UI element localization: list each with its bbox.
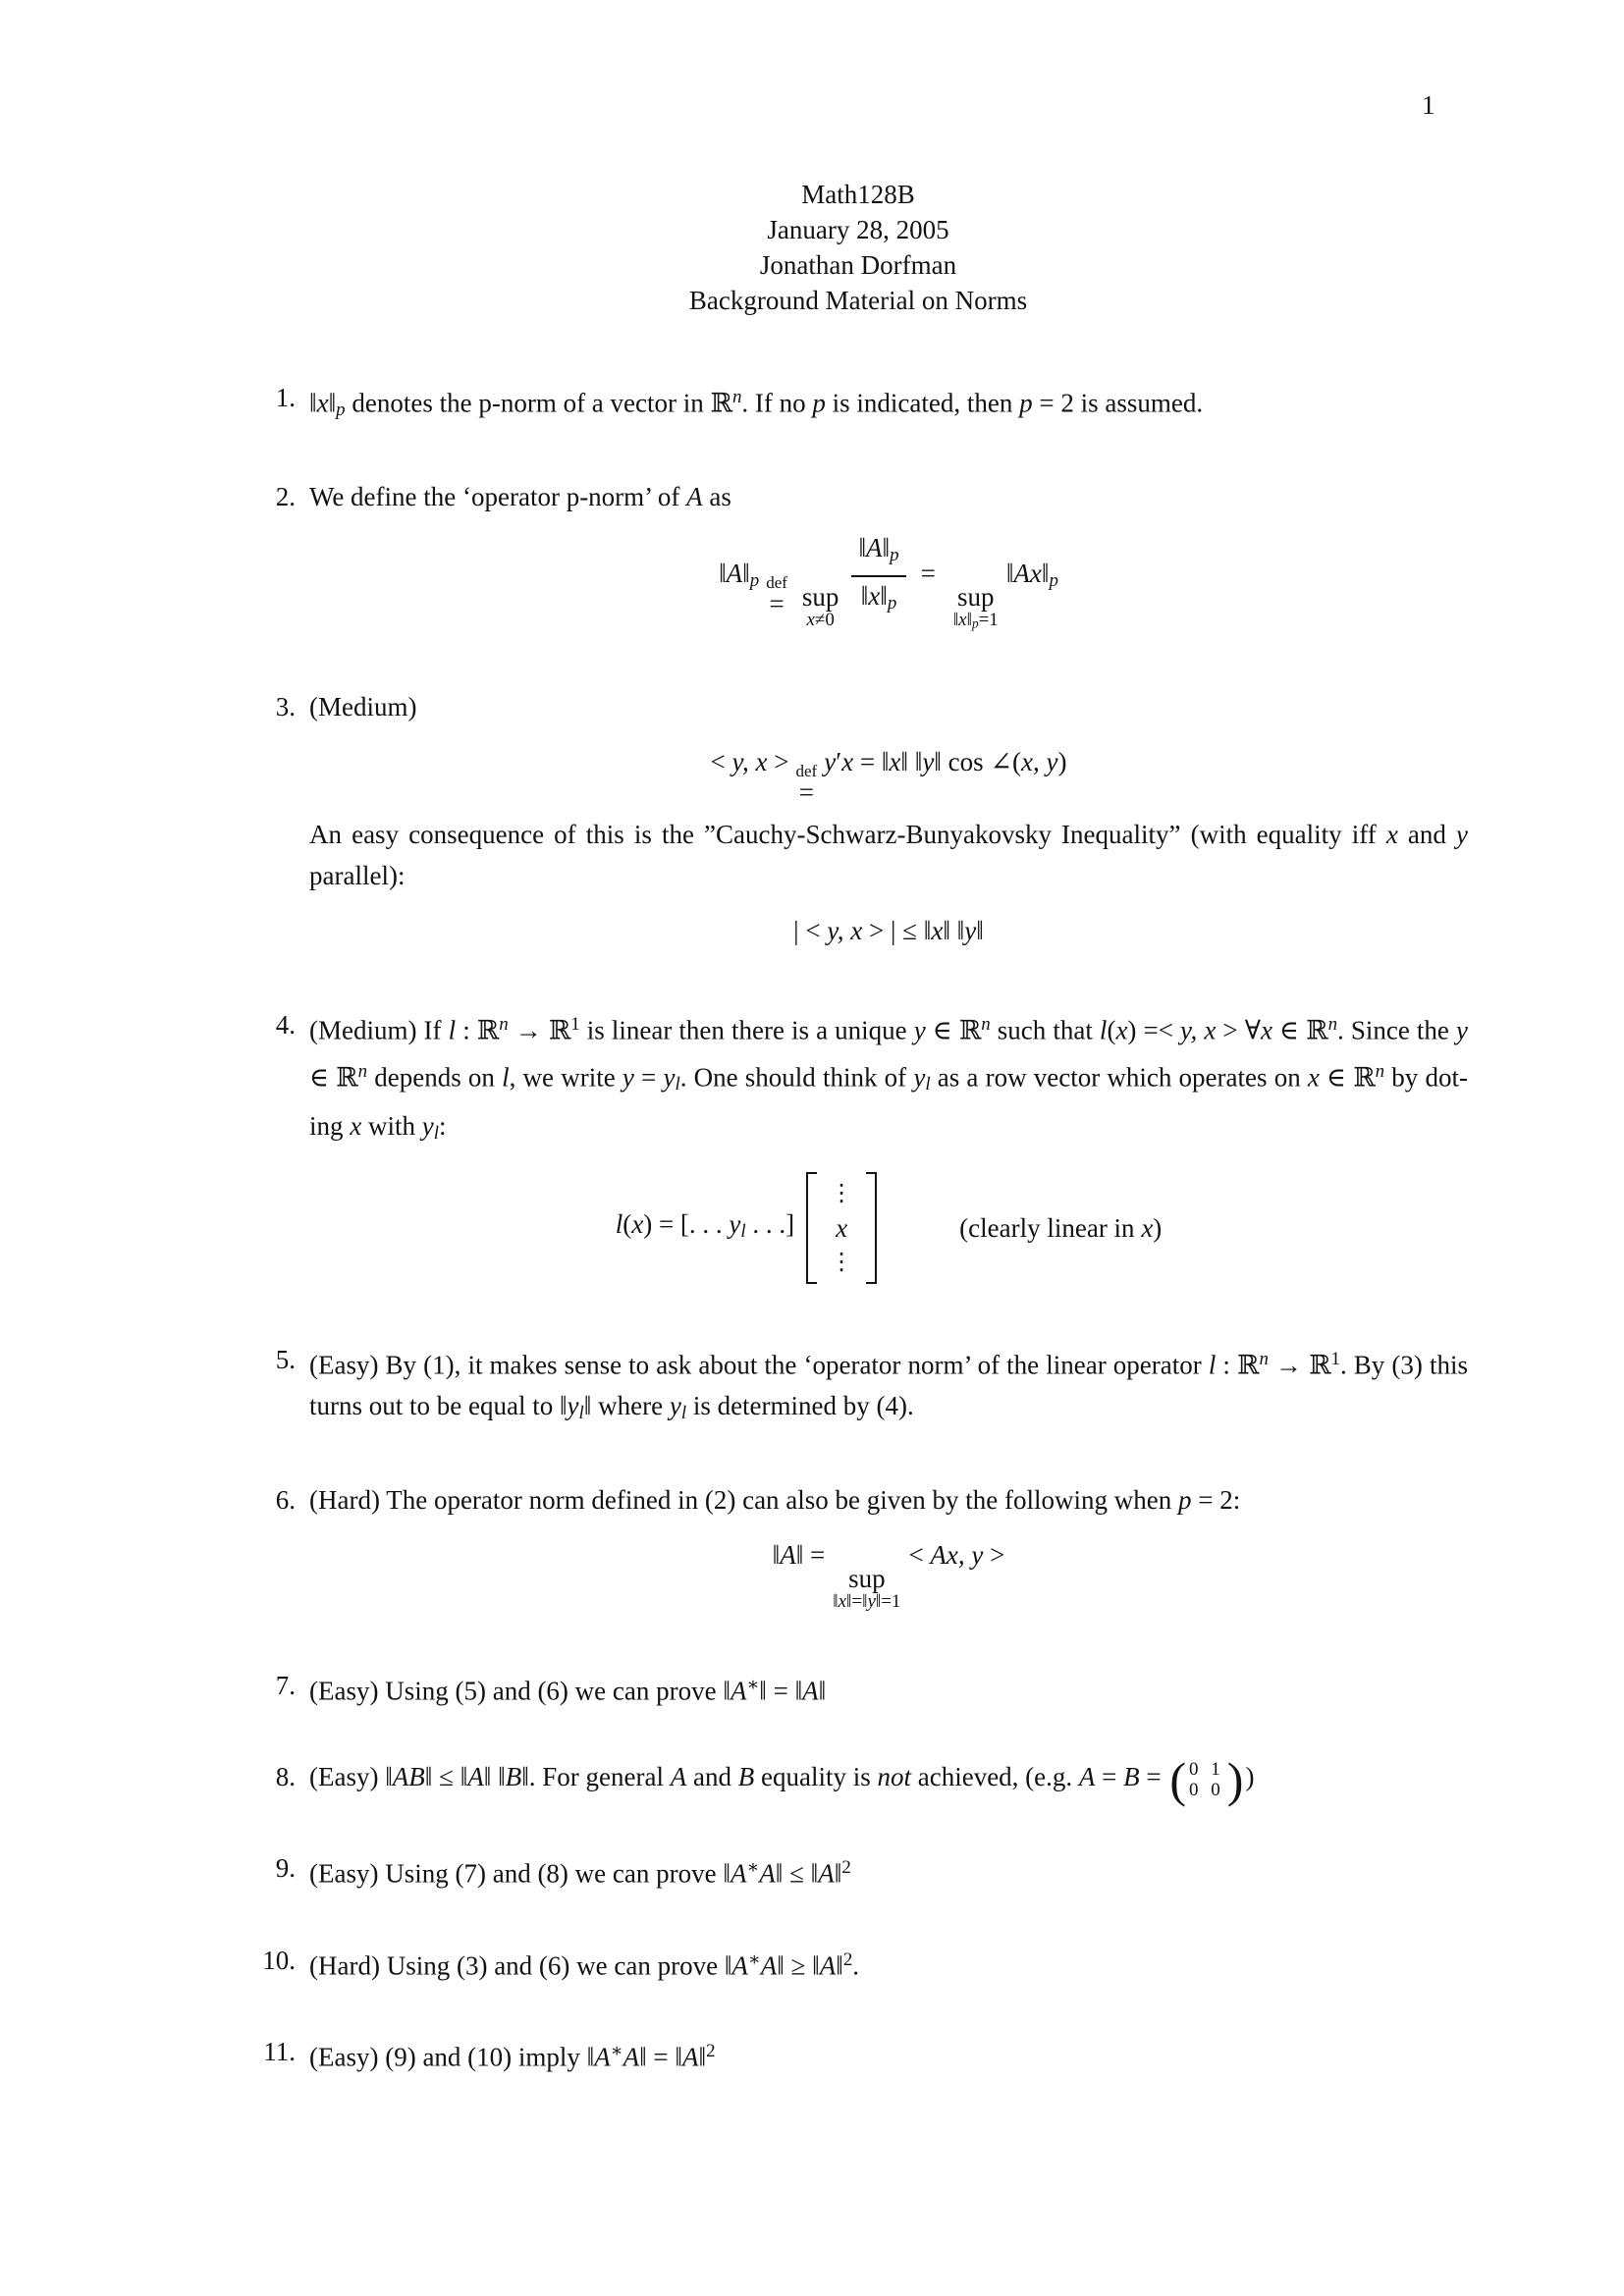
list-item-2: [248, 476, 1468, 641]
item-text: (Hard) The operator norm defined in (2) can also be given by the following when p = 2:: [309, 1484, 1241, 1515]
formula-operator-norm-sup: [309, 1534, 1468, 1612]
formula-rhs: < Ax, y >: [908, 1539, 1005, 1570]
item-text: ‖x‖p denotes the p-norm of a vector in ℝ$^n$. If no p is indicated, then p = 2 is assumed.: [309, 387, 1204, 421]
left-bracket: [806, 1172, 817, 1284]
item-body: [309, 1004, 1468, 1293]
list-item-7: [248, 1665, 1468, 1711]
item-text: (Easy) (9) and (10) imply ‖A∗A‖ = ‖A‖$^2$: [309, 2041, 716, 2072]
right-paren: ): [1226, 1752, 1244, 1808]
item-number: 4.: [275, 1010, 296, 1041]
item-number: 6.: [275, 1484, 296, 1515]
list-item-5: [248, 1339, 1468, 1434]
item-number: 10.: [262, 1945, 296, 1975]
item-text: (Easy) By (1), it makes sense to ask about the ‘operator norm’ of the linear operator l : ℝ$^n$ → ℝ$^1$. By (3) this turns out to be equal to ‖yl‖ where yl is determined by (4).: [309, 1348, 1468, 1423]
course-title: Math128B: [801, 180, 915, 209]
right-bracket: [866, 1172, 877, 1284]
item-paragraph: An easy consequence of this is the ”Cauchy-Schwarz-Bunyakovsky Inequality” (with equality iff x and y parallel):: [309, 820, 1468, 891]
item-text-close: ): [1245, 1762, 1255, 1792]
vector-entry-x: x: [836, 1212, 848, 1243]
formula-lhs: ‖A‖ =: [772, 1539, 826, 1570]
author-name: Jonathan Dorfman: [759, 250, 957, 280]
vertical-dots: ⋮: [830, 1249, 854, 1275]
left-paren: (: [1169, 1752, 1187, 1808]
document-date: January 28, 2005: [767, 215, 949, 244]
formula-right: y′x = ‖x‖ ‖y‖ cos ∠(x, y): [824, 747, 1067, 777]
item-body: [309, 1752, 1468, 1808]
formula-row-vector: [309, 1172, 1468, 1284]
matrix-row: 0 1: [1189, 1759, 1224, 1781]
def-equals: def =: [795, 762, 818, 808]
formula-rhs: ‖Ax‖p: [1005, 558, 1058, 591]
numbered-list: [248, 377, 1468, 2077]
inline-matrix: [1169, 1752, 1244, 1808]
item-number: 3.: [275, 692, 296, 722]
item-text: We define the ‘operator p-norm’ of A as: [309, 482, 731, 512]
list-item-3: [248, 686, 1468, 959]
sup-operator: sup ‖x‖p=1: [952, 581, 999, 631]
formula-lhs: ‖A‖p: [719, 558, 760, 591]
item-number: 8.: [275, 1762, 296, 1792]
column-vector: [806, 1172, 877, 1284]
item-body: [309, 1479, 1468, 1620]
list-item-1: [248, 377, 1468, 431]
def-equals: def =: [766, 572, 787, 618]
item-number: 5.: [275, 1344, 296, 1374]
item-number: 2.: [275, 482, 296, 512]
item-text: (Easy) ‖AB‖ ≤ ‖A‖ ‖B‖. For general A and B equality is not achieved, (e.g. A = B =: [309, 1762, 1168, 1792]
formula-operator-p-norm: [309, 531, 1468, 633]
document-subtitle: Background Material on Norms: [688, 286, 1028, 315]
page-number: 1: [1422, 90, 1435, 120]
item-text: (Easy) Using (7) and (8) we can prove ‖A∗A‖ ≤ ‖A‖$^2$: [309, 1857, 851, 1889]
sup-operator: sup x≠0: [801, 581, 839, 630]
title-block: [248, 177, 1468, 318]
difficulty-label: (Medium): [309, 692, 417, 722]
item-text: (Medium) If l : ℝ$^n$ → ℝ$^1$ is linear then there is a unique y ∈ ℝ$^n$ such that l(x) =< y, x > ∀x ∈ ℝ$^n$. Since the y ∈ ℝ$^n$ depends on l, we write y = yl. One should think of yl as a row vector which operates on x ∈ ℝ$^n$ by dot-ing x with yl:: [309, 1014, 1468, 1144]
item-text: (Easy) Using (5) and (6) we can prove ‖A∗‖ = ‖A‖: [309, 1674, 827, 1706]
item-number: 7.: [275, 1670, 296, 1700]
item-number: 9.: [275, 1853, 296, 1884]
list-item-9: [248, 1847, 1468, 1894]
list-item-6: [248, 1479, 1468, 1620]
formula-left: < y, x >: [710, 747, 789, 777]
item-number: 11.: [263, 2037, 296, 2067]
item-body: [309, 686, 1468, 959]
item-body: [309, 476, 1468, 641]
formula-cauchy-schwarz: | < y, x > | ≤ ‖x‖ ‖y‖: [793, 916, 984, 946]
list-item-4: [248, 1004, 1468, 1293]
list-item-10: [248, 1940, 1468, 1986]
fraction: $\frac{‖A‖p}{‖x‖p}$: [851, 531, 905, 620]
equals-sign: =: [920, 558, 936, 588]
item-number: 1.: [275, 383, 296, 412]
list-item-11: [248, 2031, 1468, 2077]
formula-inner-product-def: [309, 741, 1468, 806]
sup-operator: sup ‖x‖=‖y‖=1: [833, 1563, 901, 1612]
vertical-dots: ⋮: [830, 1180, 854, 1206]
item-text: (Hard) Using (3) and (6) we can prove ‖A∗A‖ ≥ ‖A‖$^2$.: [309, 1949, 860, 1981]
formula-lhs: l(x) = [. . . yl . . .]: [615, 1208, 795, 1242]
list-item-8: [248, 1752, 1468, 1808]
formula-note: (clearly linear in x): [959, 1212, 1163, 1243]
matrix-row: 0 0: [1189, 1780, 1224, 1801]
